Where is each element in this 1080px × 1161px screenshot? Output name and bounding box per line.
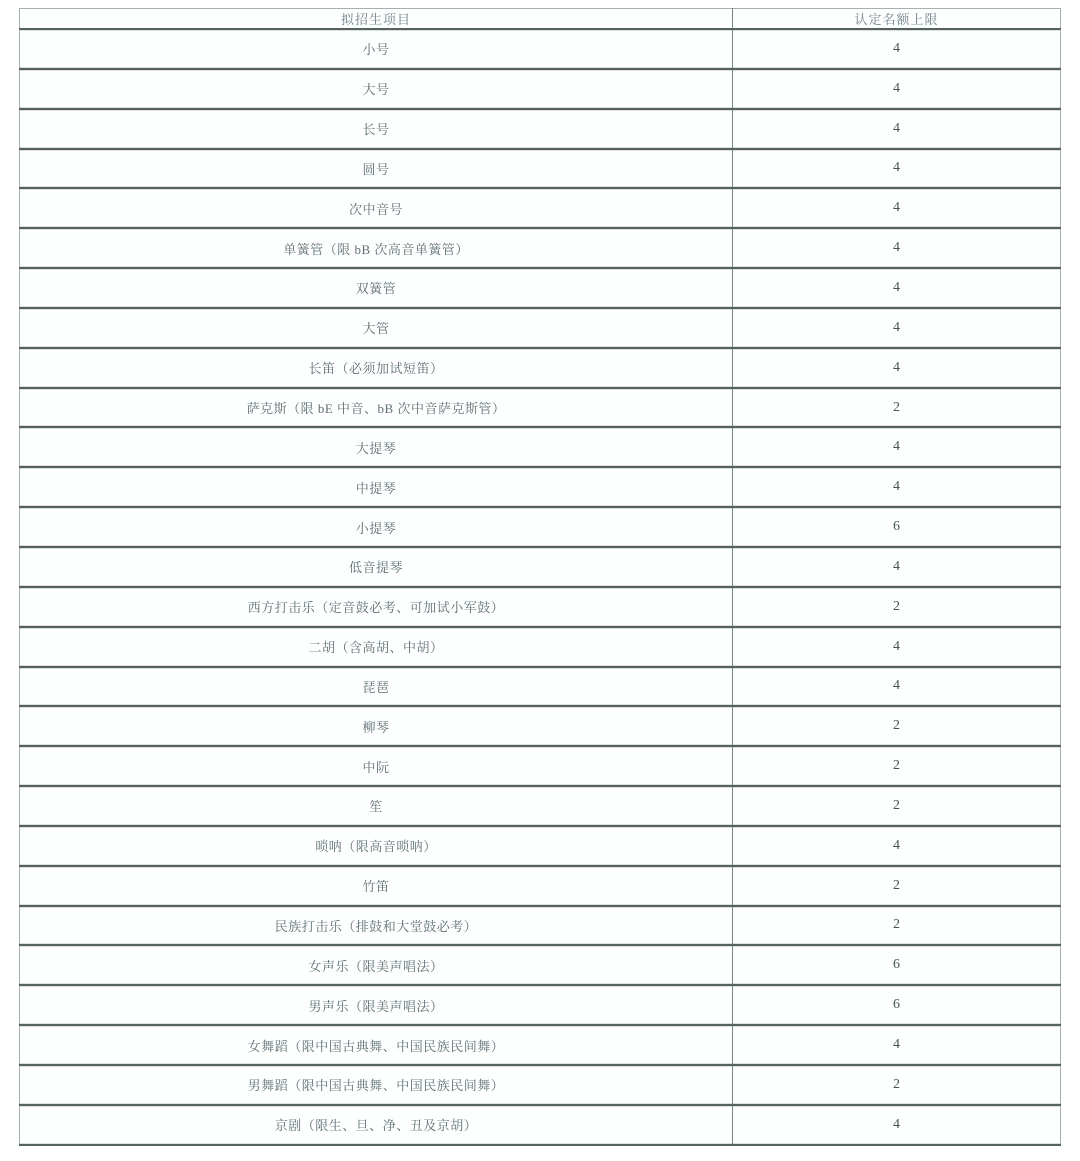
table-row	[20, 906, 1061, 946]
project-cell: 单簧管（限 bB 次高音单簧管）	[20, 228, 733, 268]
table-row	[20, 507, 1061, 547]
quota-cell: 2	[733, 746, 1061, 786]
project-cell: 竹笛	[20, 866, 733, 906]
quota-cell: 4	[733, 188, 1061, 228]
quota-cell: 4	[733, 268, 1061, 308]
table-row	[20, 627, 1061, 667]
table-row	[20, 228, 1061, 268]
table-row	[20, 547, 1061, 587]
table-row	[20, 188, 1061, 228]
table-row	[20, 866, 1061, 906]
project-cell: 唢呐（限高音唢呐）	[20, 826, 733, 866]
table-row	[20, 706, 1061, 746]
quota-cell: 4	[733, 826, 1061, 866]
project-cell: 男舞蹈（限中国古典舞、中国民族民间舞）	[20, 1065, 733, 1105]
quota-cell: 2	[733, 587, 1061, 627]
table-row	[20, 388, 1061, 428]
table-row	[20, 587, 1061, 627]
table-row	[20, 308, 1061, 348]
table-row	[20, 1025, 1061, 1065]
project-cell: 京剧（限生、旦、净、丑及京胡）	[20, 1105, 733, 1145]
quota-cell: 6	[733, 985, 1061, 1025]
quota-cell: 2	[733, 906, 1061, 946]
quota-cell: 2	[733, 1065, 1061, 1105]
project-cell: 萨克斯（限 bE 中音、bB 次中音萨克斯管）	[20, 388, 733, 428]
quota-cell: 4	[733, 467, 1061, 507]
quota-cell: 4	[733, 308, 1061, 348]
quota-cell: 6	[733, 507, 1061, 547]
project-cell: 男声乐（限美声唱法）	[20, 985, 733, 1025]
project-cell: 圆号	[20, 149, 733, 189]
quota-table-container	[19, 8, 1061, 1146]
enrollment-quota-table	[19, 8, 1061, 1146]
quota-cell: 2	[733, 786, 1061, 826]
quota-cell: 4	[733, 228, 1061, 268]
quota-cell: 4	[733, 348, 1061, 388]
table-row	[20, 467, 1061, 507]
table-row	[20, 1105, 1061, 1145]
quota-cell: 4	[733, 69, 1061, 109]
project-cell: 西方打击乐（定音鼓必考、可加试小军鼓）	[20, 587, 733, 627]
table-row	[20, 985, 1061, 1025]
project-cell: 女声乐（限美声唱法）	[20, 945, 733, 985]
project-cell: 民族打击乐（排鼓和大堂鼓必考）	[20, 906, 733, 946]
table-row	[20, 149, 1061, 189]
project-cell: 双簧管	[20, 268, 733, 308]
table-row	[20, 826, 1061, 866]
quota-cell: 4	[733, 29, 1061, 69]
project-cell: 大提琴	[20, 427, 733, 467]
table-row	[20, 427, 1061, 467]
project-cell: 次中音号	[20, 188, 733, 228]
quota-cell: 4	[733, 627, 1061, 667]
project-cell: 笙	[20, 786, 733, 826]
quota-cell: 4	[733, 109, 1061, 149]
quota-cell: 2	[733, 866, 1061, 906]
table-row	[20, 945, 1061, 985]
project-cell: 大管	[20, 308, 733, 348]
quota-cell: 6	[733, 945, 1061, 985]
project-cell: 小提琴	[20, 507, 733, 547]
table-row	[20, 348, 1061, 388]
table-row	[20, 667, 1061, 707]
quota-cell: 4	[733, 1025, 1061, 1065]
table-body	[20, 29, 1061, 1145]
project-cell: 中阮	[20, 746, 733, 786]
project-cell: 二胡（含高胡、中胡）	[20, 627, 733, 667]
project-cell: 琵琶	[20, 667, 733, 707]
table-row	[20, 69, 1061, 109]
table-row	[20, 786, 1061, 826]
quota-cell: 4	[733, 427, 1061, 467]
header-row	[20, 9, 1061, 30]
project-cell: 长号	[20, 109, 733, 149]
table-row	[20, 268, 1061, 308]
project-cell: 小号	[20, 29, 733, 69]
table-row	[20, 109, 1061, 149]
table-row	[20, 1065, 1061, 1105]
quota-cell: 4	[733, 547, 1061, 587]
project-cell: 低音提琴	[20, 547, 733, 587]
project-cell: 大号	[20, 69, 733, 109]
quota-cell: 4	[733, 149, 1061, 189]
header-quota-column: 认定名额上限	[733, 9, 1061, 30]
project-cell: 长笛（必须加试短笛）	[20, 348, 733, 388]
table-row	[20, 29, 1061, 69]
quota-cell: 2	[733, 706, 1061, 746]
project-cell: 女舞蹈（限中国古典舞、中国民族民间舞）	[20, 1025, 733, 1065]
project-cell: 中提琴	[20, 467, 733, 507]
header-project-column: 拟招生项目	[341, 12, 412, 27]
quota-cell: 4	[733, 667, 1061, 707]
quota-cell: 2	[733, 388, 1061, 428]
table-row	[20, 746, 1061, 786]
quota-cell: 4	[733, 1105, 1061, 1145]
project-cell: 柳琴	[20, 706, 733, 746]
